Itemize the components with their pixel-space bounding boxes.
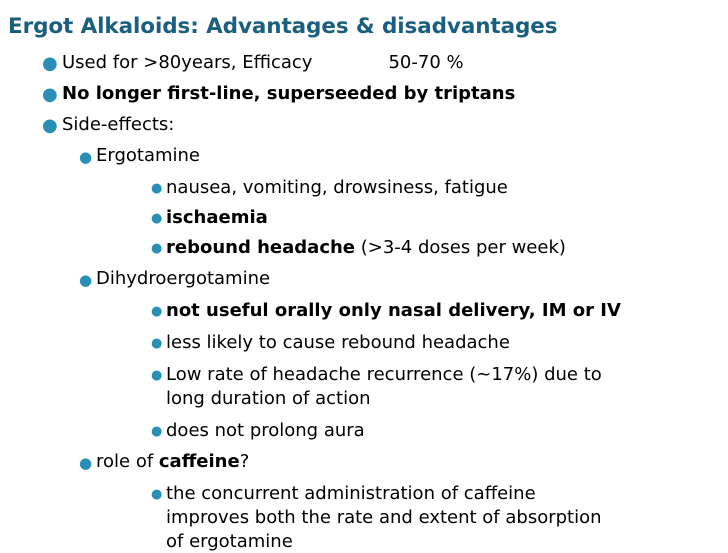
item-text: nausea, vomiting, drowsiness, fatigue xyxy=(166,177,508,198)
item-text: (>3-4 doses per week) xyxy=(355,237,566,258)
list-item xyxy=(151,364,602,386)
item-text: role of xyxy=(96,451,159,472)
bullet-icon: ● xyxy=(42,84,58,105)
item-text: does not prolong aura xyxy=(166,420,365,441)
bullet-icon: ● xyxy=(42,115,58,136)
bullet-icon: ● xyxy=(151,368,163,383)
list-item xyxy=(79,268,271,290)
list-item xyxy=(151,483,536,505)
item-text-bold: rebound headache xyxy=(166,237,356,258)
list-item xyxy=(151,332,510,354)
item-text: Low rate of headache recurrence (~17%) due to xyxy=(166,364,602,385)
list-item xyxy=(79,451,250,473)
list-item-continuation xyxy=(166,507,602,529)
item-text: Used for >80years, Efficacy xyxy=(62,52,313,73)
item-text: ischaemia xyxy=(166,207,268,228)
bullet-icon: ● xyxy=(151,304,163,319)
list-item xyxy=(151,300,621,322)
bullet-icon: ● xyxy=(79,148,93,166)
list-item xyxy=(79,145,201,167)
bullet-icon: ● xyxy=(151,181,163,196)
list-item xyxy=(151,177,508,199)
list-item xyxy=(151,237,566,259)
item-text: long duration of action xyxy=(166,388,371,409)
bullet-icon: ● xyxy=(151,336,163,351)
bullet-icon: ● xyxy=(42,53,58,74)
item-text: ? xyxy=(239,451,250,472)
bullet-icon: ● xyxy=(79,271,93,289)
bullet-icon: ● xyxy=(151,211,163,226)
list-item xyxy=(42,114,175,136)
item-text: Dihydroergotamine xyxy=(96,268,271,289)
item-text: Ergotamine xyxy=(96,145,201,166)
item-text: improves both the rate and extent of absorption xyxy=(166,507,602,528)
item-text: No longer first-line, superseeded by triptans xyxy=(62,83,516,104)
item-text: the concurrent administration of caffeine xyxy=(166,483,536,504)
slide-title: Ergot Alkaloids: Advantages & disadvantages xyxy=(8,14,558,39)
list-item-continuation xyxy=(166,388,371,410)
efficacy-value: 50-70 % xyxy=(388,52,464,73)
item-text: Side-effects: xyxy=(62,114,175,135)
list-item xyxy=(151,207,268,229)
item-text: not useful orally only nasal delivery, IM or IV xyxy=(166,300,621,321)
bullet-icon: ● xyxy=(79,454,93,472)
list-item xyxy=(42,83,516,105)
bullet-icon: ● xyxy=(151,241,163,256)
list-item-continuation xyxy=(166,531,293,553)
item-text: less likely to cause rebound headache xyxy=(166,332,510,353)
item-text-bold: caffeine xyxy=(158,451,240,472)
list-item xyxy=(151,420,365,442)
list-item xyxy=(42,52,464,74)
bullet-icon: ● xyxy=(151,424,163,439)
item-text: of ergotamine xyxy=(166,531,293,552)
bullet-icon: ● xyxy=(151,487,163,502)
